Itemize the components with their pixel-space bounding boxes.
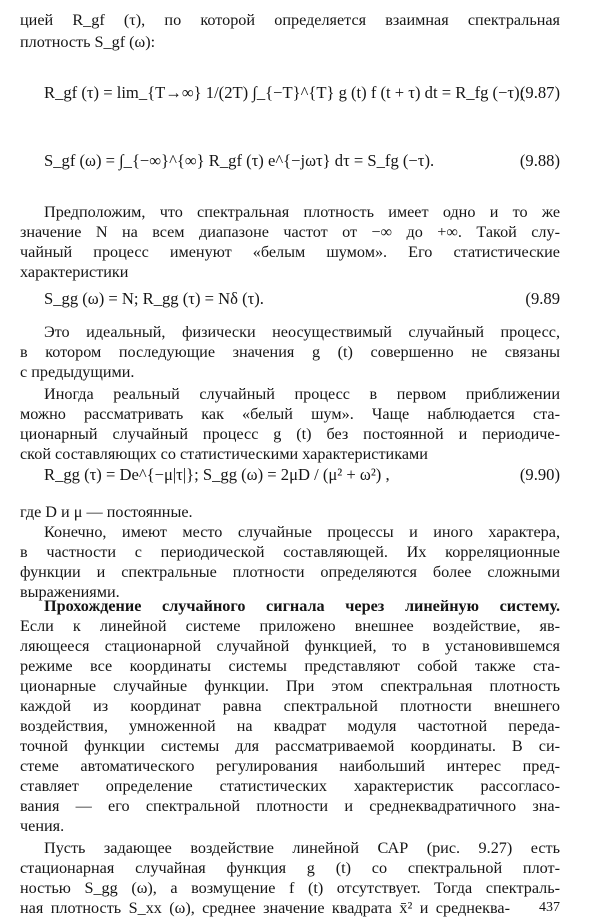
text-line: ционарный случайный процесс g (t) без постоянной и периодиче- [20, 425, 560, 443]
text-line: ской составляющих со статистическими характеристиками [20, 445, 428, 463]
text-line: характеристики [20, 263, 129, 281]
equation-number: (9.89 [525, 289, 560, 308]
text-line: чайный процесс именуют «белым шумом». Его статистические [20, 243, 560, 261]
text-line: ная плотность S_xx (ω), среднее значение квадрата x̄² и среднеква- [20, 899, 510, 917]
text-line: каждой из координат равна спектральной плотности внешнего [20, 697, 560, 715]
text-line: точной функции системы для рассматриваемой координаты. В си- [20, 737, 560, 755]
text-line: Конечно, имеют место случайные процессы и иного характера, [44, 523, 560, 541]
text-line: можно рассматривать как «белый шум». Чаще наблюдается ста- [20, 405, 560, 423]
equation-9-90 [44, 460, 560, 490]
text-line: стационарная случайная функция g (t) со спектральной плот- [20, 859, 560, 877]
equation-number: (9.88) [519, 151, 560, 170]
equation-9-87 [44, 78, 560, 108]
text-line: выражениями. [20, 583, 120, 601]
text-line: ставляет определение статистических характеристик рассогласо- [20, 777, 560, 795]
text-line: Это идеальный, физически неосуществимый случайный процесс, [44, 323, 560, 341]
text-line: воздействия, умноженной на квадрат модуля частотной переда- [20, 717, 560, 735]
equation-body: R_gf (τ) = lim_{T→∞} 1/(2T) ∫_{−T}^{T} g (t) f (t + τ) dt = R_fg (−τ); [44, 83, 525, 102]
text-line: значение N на всем диапазоне частот от −∞ до +∞. Такой слу- [20, 223, 560, 241]
text-line: ляющееся стационарной случайной функцией, то в установившемся [20, 637, 560, 655]
text-line: ционарные случайные функции. При этом спектральная плотность [20, 677, 560, 695]
text-line: Если к линейной системе приложено внешнее воздействие, яв- [20, 617, 560, 635]
text-line: чения. [20, 817, 65, 835]
text-line: в котором последующие значения g (t) совершенно не связаны [20, 343, 560, 361]
page-number: 437 [539, 900, 560, 915]
equation-9-89 [44, 284, 560, 314]
equation-number: (9.90) [519, 465, 560, 484]
text-line: режиме все координаты системы представляют собой также ста- [20, 657, 560, 675]
text-line: плотность S_gf (ω): [20, 33, 156, 51]
text-line: ностью S_gg (ω), а возмущение f (t) отсутствует. Тогда спектраль- [20, 879, 560, 897]
text-line: где D и μ — постоянные. [20, 503, 193, 521]
section-heading: Прохождение случайного сигнала через линейную систему. [44, 597, 560, 615]
text-line: Предположим, что спектральная плотность имеет одно и то же [44, 203, 560, 221]
equation-body: R_gg (τ) = De^{−μ|τ|}; S_gg (ω) = 2μD / (μ² + ω²) , [44, 465, 390, 484]
text-line: функции и спектральные плотности определяются более сложными [20, 563, 560, 581]
text-line: с предыдущими. [20, 363, 135, 381]
equation-9-88 [44, 146, 560, 176]
text-line: вания — его спектральной плотности и среднеквадратичного зна- [20, 797, 560, 815]
equation-body: S_gg (ω) = N; R_gg (τ) = Nδ (τ). [44, 289, 264, 308]
text-line: Пусть задающее воздействие линейной САР (рис. 9.27) есть [44, 839, 560, 857]
text-line: Иногда реальный случайный процесс в первом приближении [44, 385, 560, 403]
text-line: цией R_gf (τ), по которой определяется взаимная спектральная [20, 11, 560, 29]
text-line: в частности с периодической составляющей. Их корреляционные [20, 543, 560, 561]
equation-number: (9.87) [519, 83, 560, 102]
text-line: стеме автоматического регулирования наибольший интерес пред- [20, 757, 560, 775]
equation-body: S_gf (ω) = ∫_{−∞}^{∞} R_gf (τ) e^{−jωτ} dτ = S_fg (−τ). [44, 151, 435, 170]
